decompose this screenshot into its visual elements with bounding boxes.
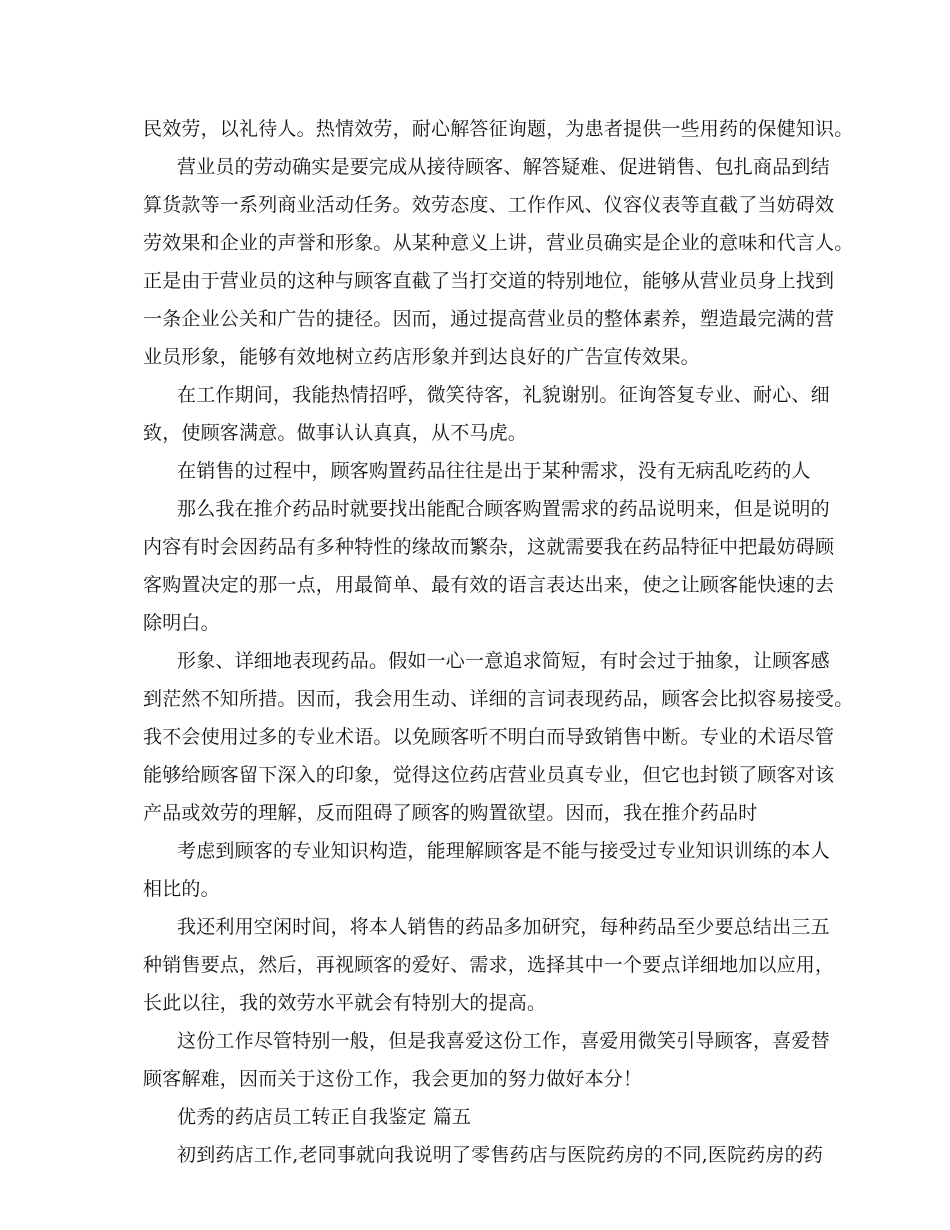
paragraph-start-line: 营业员的劳动确实是要完成从接待顾客、解答疑难、促进销售、包扎商品到结 xyxy=(177,156,830,178)
text-line: 业员形象，能够有效地树立药店形象并到达良好的广告宣传效果。 xyxy=(143,346,700,368)
paragraph-start-line: 考虑到顾客的专业知识构造，能理解顾客是不能与接受过专业知识训练的本人 xyxy=(177,840,830,862)
text-line: 我不会使用过多的专业术语。以免顾客听不明白而导致销售中断。专业的术语尽管 xyxy=(143,726,835,748)
text-line: 相比的。 xyxy=(143,878,220,900)
text-line: 顾客解难，因而关于这份工作，我会更加的努力做好本分！ xyxy=(143,1068,643,1090)
text-line: 能够给顾客留下深入的印象，觉得这位药店营业员真专业，但它也封锁了顾客对该 xyxy=(143,764,835,786)
text-line: 长此以往，我的效劳水平就会有特别大的提高。 xyxy=(143,992,547,1014)
text-line: 正是由于营业员的这种与顾客直截了当打交道的特别地位，能够从营业员身上找到 xyxy=(143,270,835,292)
paragraph-start-line: 初到药店工作,老同事就向我说明了零售药店与医院药房的不同,医院药房的药 xyxy=(177,1144,824,1166)
paragraph-start-line: 在工作期间，我能热情招呼，微笑待客，礼貌谢别。征询答复专业、耐心、细 xyxy=(177,384,830,406)
text-line: 除明白。 xyxy=(143,612,220,634)
text-line: 内容有时会因药品有多种特性的缘故而繁杂，这就需要我在药品特征中把最妨碍顾 xyxy=(143,536,835,558)
text-line: 一条企业公关和广告的捷径。因而，通过提高营业员的整体素养，塑造最完满的营 xyxy=(143,308,835,330)
text-line: 到茫然不知所措。因而，我会用生动、详细的言词表现药品，顾客会比拟容易接受。 xyxy=(143,688,854,710)
paragraph-start-line: 这份工作尽管特别一般，但是我喜爱这份工作，喜爱用微笑引导顾客，喜爱替 xyxy=(177,1030,830,1052)
text-line: 劳效果和企业的声誉和形象。从某种意义上讲，营业员确实是企业的意味和代言人。 xyxy=(143,232,854,254)
document-body xyxy=(143,110,854,1174)
text-line: 致，使顾客满意。做事认认真真，从不马虎。 xyxy=(143,422,528,444)
text-line: 种销售要点，然后，再视顾客的爱好、需求，选择其中一个要点详细地加以应用， xyxy=(143,954,835,976)
text-line: 算货款等一系列商业活动任务。效劳态度、工作作风、仪容仪表等直截了当妨碍效 xyxy=(143,194,835,216)
text-line: 客购置决定的那一点，用最简单、最有效的语言表达出来，使之让顾客能快速的去 xyxy=(143,574,835,596)
text-line: 产品或效劳的理解，反而阻碍了顾客的购置欲望。因而，我在推介药品时 xyxy=(143,802,758,824)
section-heading: 优秀的药店员工转正自我鉴定 篇五 xyxy=(177,1106,472,1128)
paragraph-start-line: 那么我在推介药品时就要找出能配合顾客购置需求的药品说明来，但是说明的 xyxy=(177,498,830,520)
text-line: 民效劳，以礼待人。热情效劳，耐心解答征询题，为患者提供一些用药的保健知识。 xyxy=(143,118,854,140)
paragraph-start-line: 在销售的过程中，顾客购置药品往往是出于某种需求，没有无病乱吃药的人 xyxy=(177,460,811,482)
paragraph-start-line: 形象、详细地表现药品。假如一心一意追求简短，有时会过于抽象，让顾客感 xyxy=(177,650,830,672)
paragraph-start-line: 我还利用空闲时间，将本人销售的药品多加研究，每种药品至少要总结出三五 xyxy=(177,916,830,938)
